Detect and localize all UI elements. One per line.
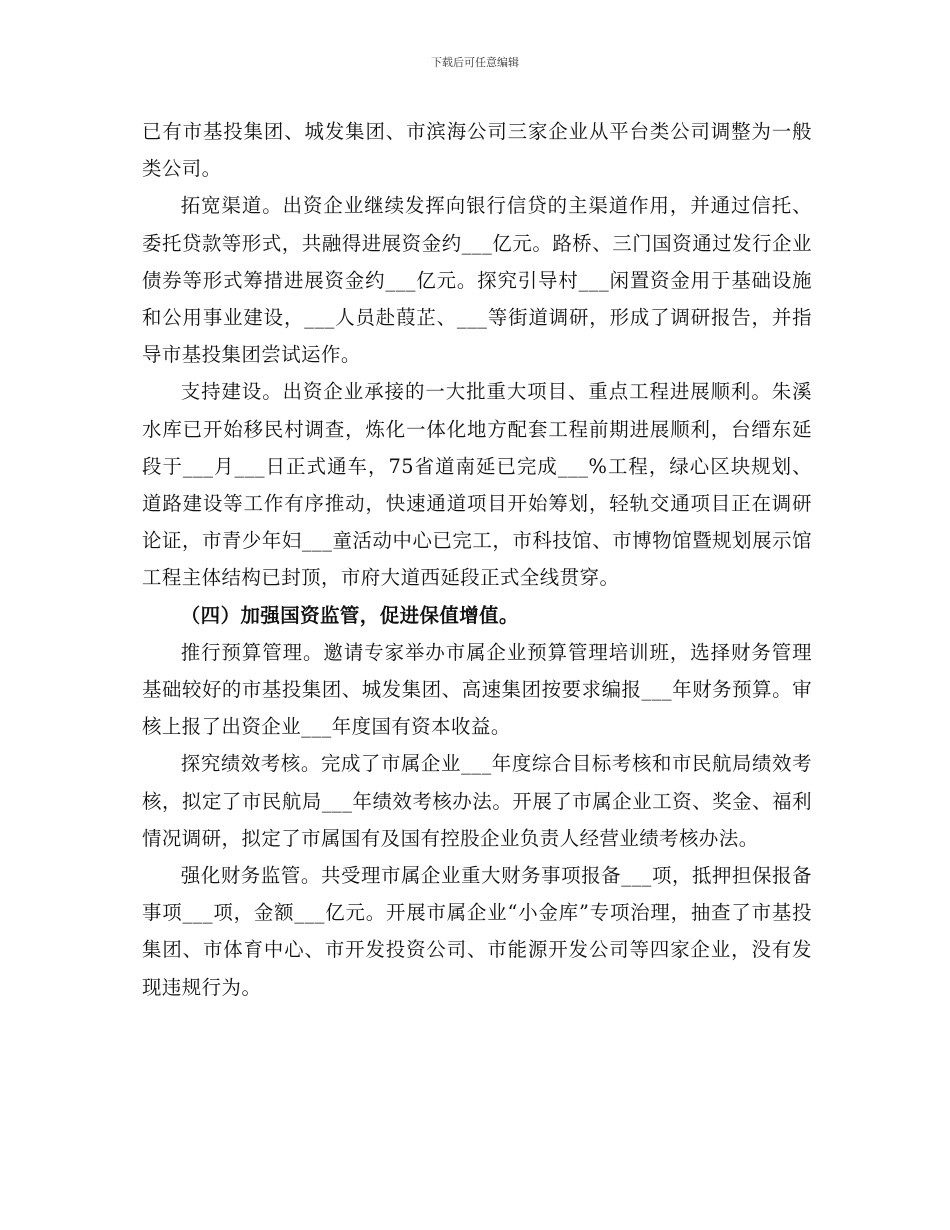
- paragraph-financial-supervision: 强化财务监管。共受理市属企业重大财务事项报备___项，抵押担保报备事项___项，金额___亿元。开展市属企业“小金库”专项治理，抽查了市基投集团、市体育中心、市开发投资公司、市能源开发公司等四家企业，没有发现违规行为。: [142, 864, 812, 999]
- paragraph-budget-management: 推行预算管理。邀请专家举办市属企业预算管理培训班，选择财务管理基础较好的市基投集团、城发集团、高速集团按要求编报___年财务预算。审核上报了出资企业___年度国有资本收益。: [142, 640, 812, 739]
- paragraph-support-construction: 支持建设。出资企业承接的一大批重大项目、重点工程进展顺利。朱溪水库已开始移民村调查，炼化一体化地方配套工程前期进展顺利，台缙东延段于___月___日正式通车，75省道南延已完成___%工程，绿心区块规划、道路建设等工作有序推动，快速通道项目开始筹划，轻轨交通项目正在调研论证，市青少年妇___童活动中心已完工，市科技馆、市博物馆暨规划展示馆工程主体结构已封顶，市府大道西延段正式全线贯穿。: [142, 380, 812, 590]
- page-header-note: 下载后可任意编辑: [431, 56, 519, 69]
- paragraph-performance-assessment: 探究绩效考核。完成了市属企业___年度综合目标考核和市民航局绩效考核，拟定了市民航局___年绩效考核办法。开展了市属企业工资、奖金、福利情况调研，拟定了市属国有及国有控股企业负责人经营业绩考核办法。: [142, 752, 812, 850]
- section-heading-4: （四）加强国资监管，促进保值增值。: [180, 603, 519, 627]
- document-body: [142, 113, 812, 1006]
- paragraph-continuation: 已有市基投集团、城发集团、市滨海公司三家企业从平台类公司调整为一般类公司。: [142, 120, 812, 181]
- paragraph-broaden-channels: 拓宽渠道。出资企业继续发挥向银行信贷的主渠道作用，并通过信托、委托贷款等形式，共融得进展资金约___亿元。路桥、三门国资通过发行企业债券等形式筹措进展资金约___亿元。探究引导村___闲置资金用于基础设施和公用事业建设，___人员赴葭芷、___等街道调研，形成了调研报告，并指导市基投集团尝试运作。: [142, 194, 812, 367]
